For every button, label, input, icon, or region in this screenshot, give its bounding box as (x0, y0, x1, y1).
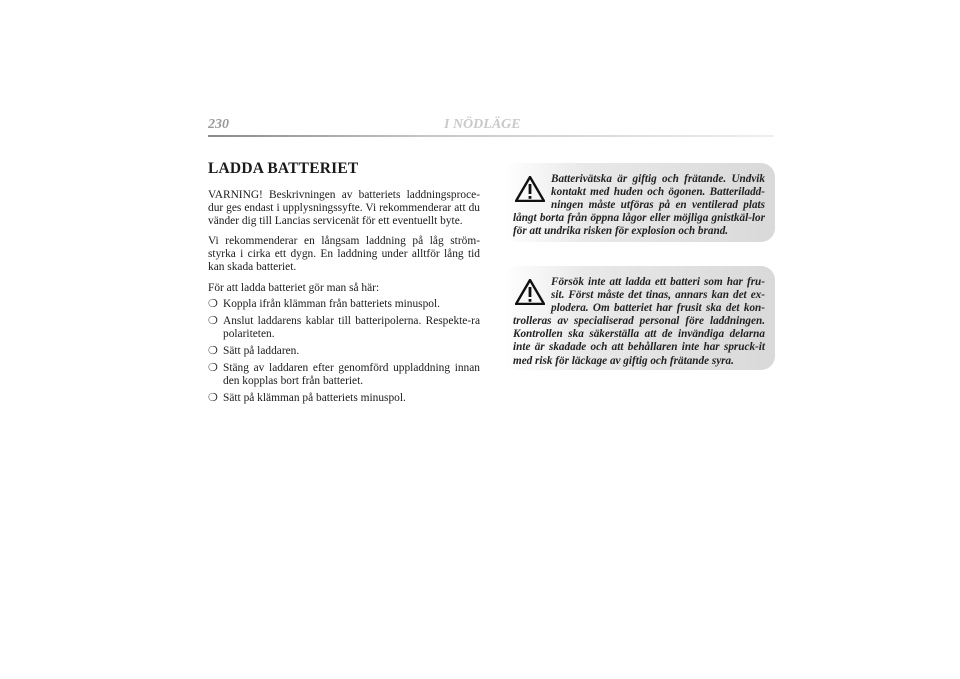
page-header (208, 117, 774, 137)
warning-box-battery-acid (503, 163, 775, 242)
warning-text: Försök inte att ladda ett batteri som har fru-sit. Först måste det tinas, annars kan det ex-plodera. Om batteriet har frusit ska det kon-trolleras av specialiserad personal före laddningen. Kontrollen ska säkerställa att de invändiga delarna inte är skadade och att behållaren inte har spruck-it med risk för läckage av giftig och frätande syra. (513, 276, 765, 367)
warning-text: Batterivätska är giftig och frätande. Undvik kontakt med huden och ögonen. Batteriladd-ningen måste utföras på en ventilerad plats långt borta från öppna lågor eller möjliga gnistkäl-lor för att undrika risken för explosion och brand. (513, 173, 765, 238)
list-item (208, 298, 480, 311)
list-item (208, 362, 480, 388)
steps-list (208, 298, 480, 406)
instructions-intro: För att ladda batteriet gör man så här: (208, 281, 380, 294)
step-text: Sätt på klämman på batteriets minuspol. (223, 392, 406, 405)
bullet-icon: ❍ (208, 314, 218, 327)
warning-triangle-icon (515, 279, 545, 305)
bullet-icon: ❍ (208, 362, 218, 375)
step-text: Stäng av laddaren efter genomförd uppladdning innan den kopplas bort från batteriet. (223, 362, 480, 388)
page-title: LADDA BATTERIET (208, 160, 359, 177)
warning-paragraph: VARNING! Beskrivningen av batteriets laddningsproce-dur ges endast i upplysningssyfte. Vi rekommenderar att du vänder dig till Lancias servicenät för ett eventuellt byte. (208, 189, 480, 228)
recommendation-paragraph: Vi rekommenderar en långsam laddning på låg ström-styrka i cirka ett dygn. En laddning under alltför lång tid kan skada batteriet. (208, 235, 480, 274)
list-item (208, 392, 480, 405)
step-text: Sätt på laddaren. (223, 344, 300, 357)
list-item (208, 345, 480, 358)
page-number: 230 (208, 117, 229, 132)
header-rule (208, 135, 774, 137)
bullet-icon: ❍ (208, 392, 218, 405)
list-item (208, 315, 480, 341)
warning-triangle-icon (515, 176, 545, 202)
section-title: I NÖDLÄGE (444, 117, 521, 132)
main-column (208, 160, 480, 409)
warning-box-frozen-battery (503, 266, 775, 370)
bullet-icon: ❍ (208, 297, 218, 310)
step-text: Koppla ifrån klämman från batteriets minuspol. (223, 297, 440, 310)
bullet-icon: ❍ (208, 344, 218, 357)
step-text: Anslut laddarens kablar till batteripolerna. Respekte-ra polariteten. (223, 314, 480, 340)
